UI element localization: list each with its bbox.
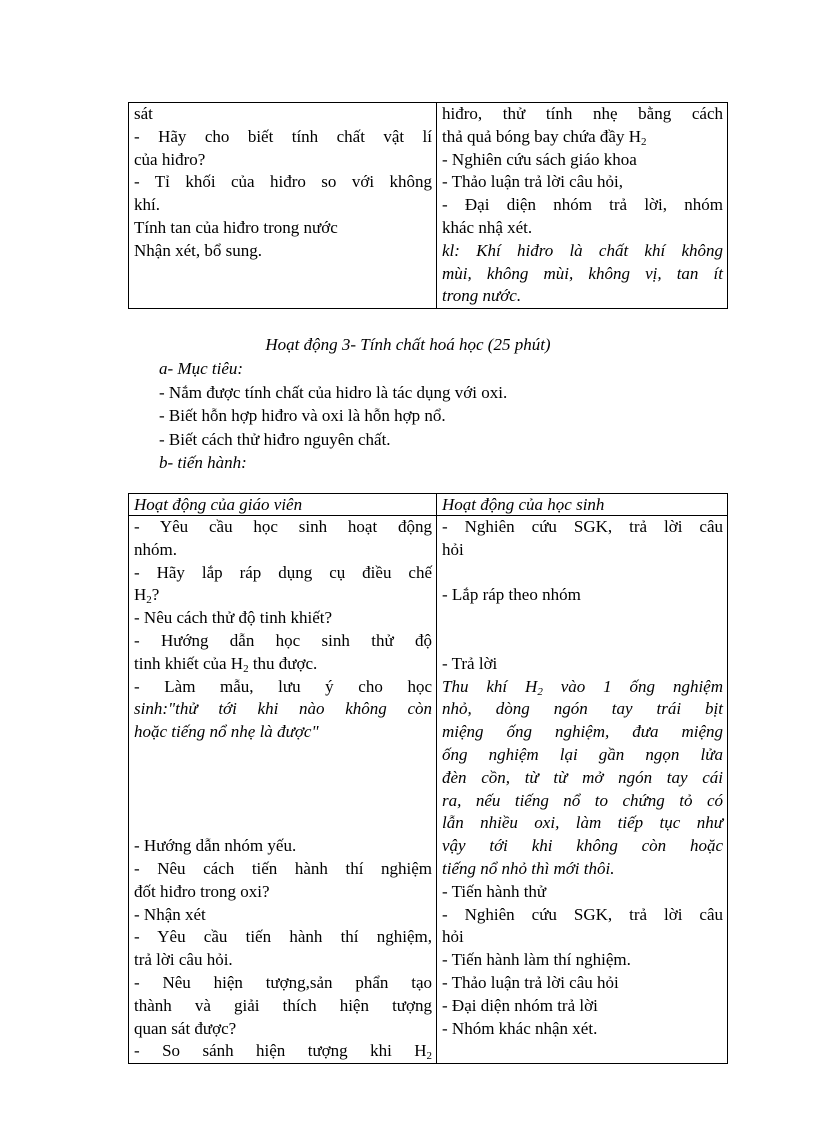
text-line: đèn cồn, từ từ mở ngón tay cái	[442, 767, 723, 787]
text-line: ra, nếu tiếng nổ to chứng tỏ có	[442, 790, 723, 810]
text-line: hỏi	[442, 927, 464, 947]
text-line: - Nghiên cứu SGK, trả lời câu	[442, 904, 723, 924]
text-line: trả lời câu hỏi.	[134, 950, 233, 970]
text-line: thành và giải thích hiện tượng	[134, 995, 432, 1015]
spacer	[442, 607, 723, 630]
text-fragment: Thu khí H	[442, 676, 538, 696]
text-line: - Tỉ khối của hiđro so với không	[134, 172, 432, 192]
text-line: - Trả lời	[442, 653, 498, 673]
text-line: - Nhận xét	[134, 904, 206, 924]
text-line	[134, 1040, 432, 1063]
section-title: Hoạt động 3- Tính chất hoá học (25 phút)	[265, 335, 551, 354]
text-fragment: tinh khiết của H	[134, 653, 244, 673]
text-fragment: - So sánh hiện tượng khi H	[134, 1041, 427, 1061]
text-line: vậy tới khi không còn hoặc	[442, 836, 723, 856]
text-line: nhóm.	[134, 539, 177, 559]
text-line: hiđro, thử tính nhẹ bằng cách	[442, 104, 723, 123]
objective-item: - Biết hỗn hợp hiđro và oxi là hỗn hợp nổ.	[159, 406, 446, 425]
text-line: - Hướng dẫn học sinh thử độ	[134, 630, 432, 650]
text-line: - Yêu cầu học sinh hoạt động	[134, 517, 432, 536]
text-fragment: thu được.	[248, 653, 318, 673]
text-line: - Thảo luận trả lời câu hỏi,	[442, 172, 623, 192]
text-line: nhỏ, dòng ngón tay trái bịt	[442, 699, 723, 719]
text-line: quan sát được?	[134, 1018, 237, 1038]
subscript: 2	[243, 662, 249, 675]
text-line: trong nước.	[442, 286, 522, 306]
table-row	[129, 516, 728, 1064]
spacer	[442, 630, 723, 653]
spacer	[134, 790, 432, 813]
text-line: - Nêu cách thử độ tinh khiết?	[134, 608, 333, 628]
text-line: - Nghiên cứu sách giáo khoa	[442, 149, 637, 169]
text-line	[442, 126, 723, 149]
text-line: đốt hiđro trong oxi?	[134, 881, 270, 901]
text-line: - Thảo luận trả lời câu hỏi	[442, 972, 619, 992]
text-line: khác nhậ xét.	[442, 217, 533, 237]
text-line	[442, 676, 723, 699]
text-line: - Nêu hiện tượng,sản phẩn tạo	[134, 972, 432, 992]
text-line	[134, 584, 432, 607]
text-line: sát	[134, 104, 153, 123]
text-line: - Yêu cầu tiến hành thí nghiệm,	[134, 927, 432, 947]
header-teacher: Hoạt động của giáo viên	[129, 494, 437, 516]
text-line: lẫn nhiều oxi, làm tiếp tục như	[442, 813, 723, 833]
text-line: - Hướng dẫn nhóm yếu.	[134, 836, 297, 856]
activity-table	[128, 493, 728, 1064]
text-line: tiếng nổ nhỏ thì mới thôi.	[442, 858, 615, 878]
text-line: - Hãy cho biết tính chất vật lí	[134, 126, 432, 146]
subscript: 2	[146, 594, 152, 607]
teacher-activity-cell	[129, 103, 437, 309]
text-line: - Tiến hành thử	[442, 881, 547, 901]
text-line: ống nghiệm lại gần ngọn lửa	[442, 744, 723, 764]
text-line: mùi, không mùi, không vị, tan ít	[442, 263, 723, 283]
activity-table-continued	[128, 102, 728, 309]
text-line: - Tiến hành làm thí nghiệm.	[442, 950, 631, 970]
student-activity-cell	[437, 103, 728, 309]
text-line: - Làm mẫu, lưu ý cho học	[134, 676, 432, 696]
text-line: - Nghiên cứu SGK, trả lời câu	[442, 517, 723, 536]
text-line: - Nhóm khác nhận xét.	[442, 1018, 598, 1038]
text-line: kl: Khí hiđro là chất khí không	[442, 240, 723, 260]
header-student: Hoạt động của học sinh	[437, 494, 728, 516]
teacher-activity-cell	[129, 516, 437, 1064]
objective-item: - Nắm được tính chất của hidro là tác dụng với oxi.	[159, 382, 508, 402]
spacer	[134, 744, 432, 767]
text-line	[134, 653, 432, 676]
text-fragment: vào 1 ống nghiệm	[542, 676, 724, 696]
subscript: 2	[426, 1050, 432, 1063]
spacer	[134, 767, 432, 790]
procedure-heading: b- tiến hành:	[159, 453, 247, 472]
spacer	[134, 812, 432, 835]
text-line: - Đại diện nhóm trả lời	[442, 995, 598, 1015]
text-line: Nhận xét, bổ sung.	[134, 240, 262, 260]
spacer	[442, 562, 723, 585]
subscript: 2	[537, 685, 543, 698]
text-fragment: thả quả bóng bay chứa đầy H	[442, 126, 641, 146]
text-line: miệng ống nghiệm, đưa miệng	[442, 722, 723, 742]
objective-item: - Biết cách thử hiđro nguyên chất.	[159, 429, 391, 449]
table-header-row	[129, 494, 728, 516]
subscript: 2	[641, 135, 647, 148]
text-line: sinh:"thử tới khi nào không còn	[134, 699, 432, 719]
text-line: khí.	[134, 195, 160, 215]
student-activity-cell	[437, 516, 728, 1064]
text-line: hoặc tiếng nổ nhẹ là được"	[134, 722, 319, 742]
text-fragment: H	[134, 585, 147, 605]
text-line: của hiđro?	[134, 149, 206, 169]
text-line: - Nêu cách tiến hành thí nghiệm	[134, 858, 432, 878]
text-fragment: ?	[151, 585, 160, 605]
objective-heading: a- Mục tiêu:	[159, 359, 244, 378]
text-line: - Hãy lắp ráp dụng cụ điều chế	[134, 562, 432, 582]
text-line: - Lắp ráp theo nhóm	[442, 585, 581, 605]
text-line: Tính tan của hiđro trong nước	[134, 217, 338, 237]
table-row	[129, 103, 728, 309]
text-line: hỏi	[442, 539, 464, 559]
objectives-block	[159, 357, 507, 475]
text-line: - Đại diện nhóm trả lời, nhóm	[442, 195, 723, 215]
